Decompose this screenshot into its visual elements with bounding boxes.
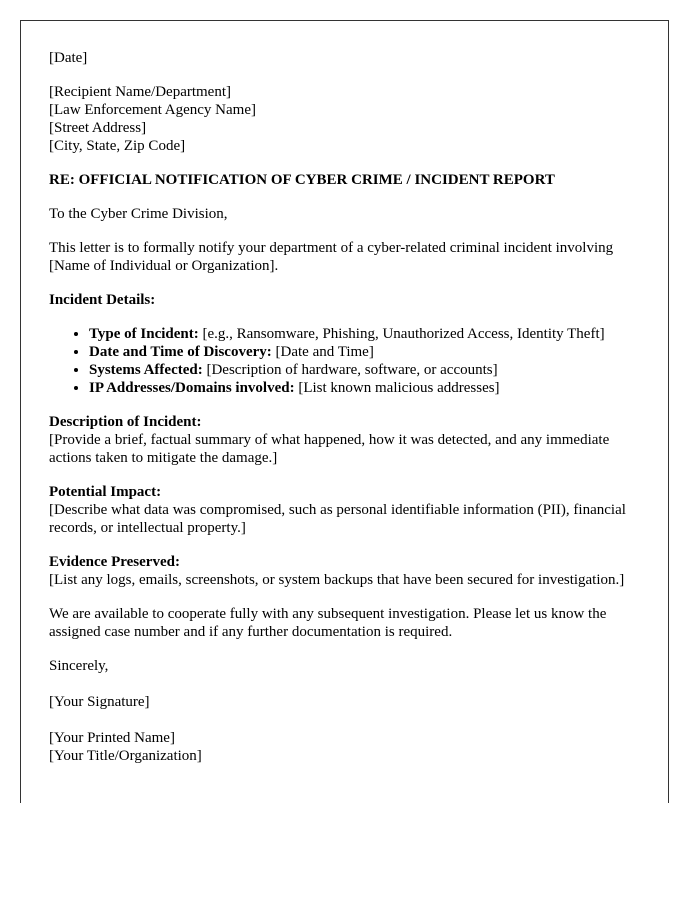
section-body: [Describe what data was compromised, such as personal identifiable information (PII), financial records, or intellectual property.] <box>49 502 626 536</box>
incident-details-list <box>49 325 648 397</box>
signer-block <box>49 729 648 765</box>
printed-name: [Your Printed Name] <box>49 730 175 746</box>
salutation: To the Cyber Crime Division, <box>49 206 228 222</box>
section-heading: Evidence Preserved: <box>49 554 180 570</box>
recipient-address <box>49 83 648 155</box>
subject-line <box>49 171 648 189</box>
list-item <box>89 361 648 379</box>
section-description <box>49 413 648 467</box>
incident-details-heading <box>49 291 648 309</box>
list-item <box>89 325 648 343</box>
closing: Sincerely, <box>49 658 109 674</box>
title-organization: [Your Title/Organization] <box>49 748 202 764</box>
intro-paragraph: This letter is to formally notify your department of a cyber-related criminal incident involving [Name of Individual or Organization]. <box>49 240 614 274</box>
item-label: IP Addresses/Domains involved: <box>89 380 295 396</box>
item-label: Systems Affected: <box>89 362 203 378</box>
recipient-name: [Recipient Name/Department] <box>49 84 232 100</box>
section-impact <box>49 483 648 537</box>
date: [Date] <box>49 50 88 66</box>
agency-name: [Law Enforcement Agency Name] <box>49 102 256 118</box>
item-label: Type of Incident: <box>89 326 199 342</box>
item-value: [e.g., Ransomware, Phishing, Unauthorized Access, Identity Theft] <box>198 326 605 342</box>
street-address: [Street Address] <box>49 120 147 136</box>
section-body: [List any logs, emails, screenshots, or system backups that have been secured for investigation.] <box>49 572 625 588</box>
city-state-zip: [City, State, Zip Code] <box>49 138 186 154</box>
item-label: Date and Time of Discovery: <box>89 344 272 360</box>
item-value: [Description of hardware, software, or accounts] <box>202 362 498 378</box>
item-value: [List known malicious addresses] <box>294 380 500 396</box>
closing-paragraph: We are available to cooperate fully with any subsequent investigation. Please let us know the assigned case number and if any further documentation is required. <box>49 606 607 640</box>
section-heading: Potential Impact: <box>49 484 162 500</box>
section-heading: Description of Incident: <box>49 414 202 430</box>
incident-details-heading-text: Incident Details: <box>49 292 156 308</box>
item-value: [Date and Time] <box>271 344 374 360</box>
list-item <box>89 343 648 361</box>
section-body: [Provide a brief, factual summary of what happened, how it was detected, and any immediate actions taken to mitigate the damage.] <box>49 432 610 466</box>
list-item <box>89 379 648 397</box>
section-evidence <box>49 553 648 589</box>
signature: [Your Signature] <box>49 694 150 710</box>
letter-page <box>20 20 669 803</box>
subject-text: RE: OFFICIAL NOTIFICATION OF CYBER CRIME / INCIDENT REPORT <box>49 172 555 188</box>
